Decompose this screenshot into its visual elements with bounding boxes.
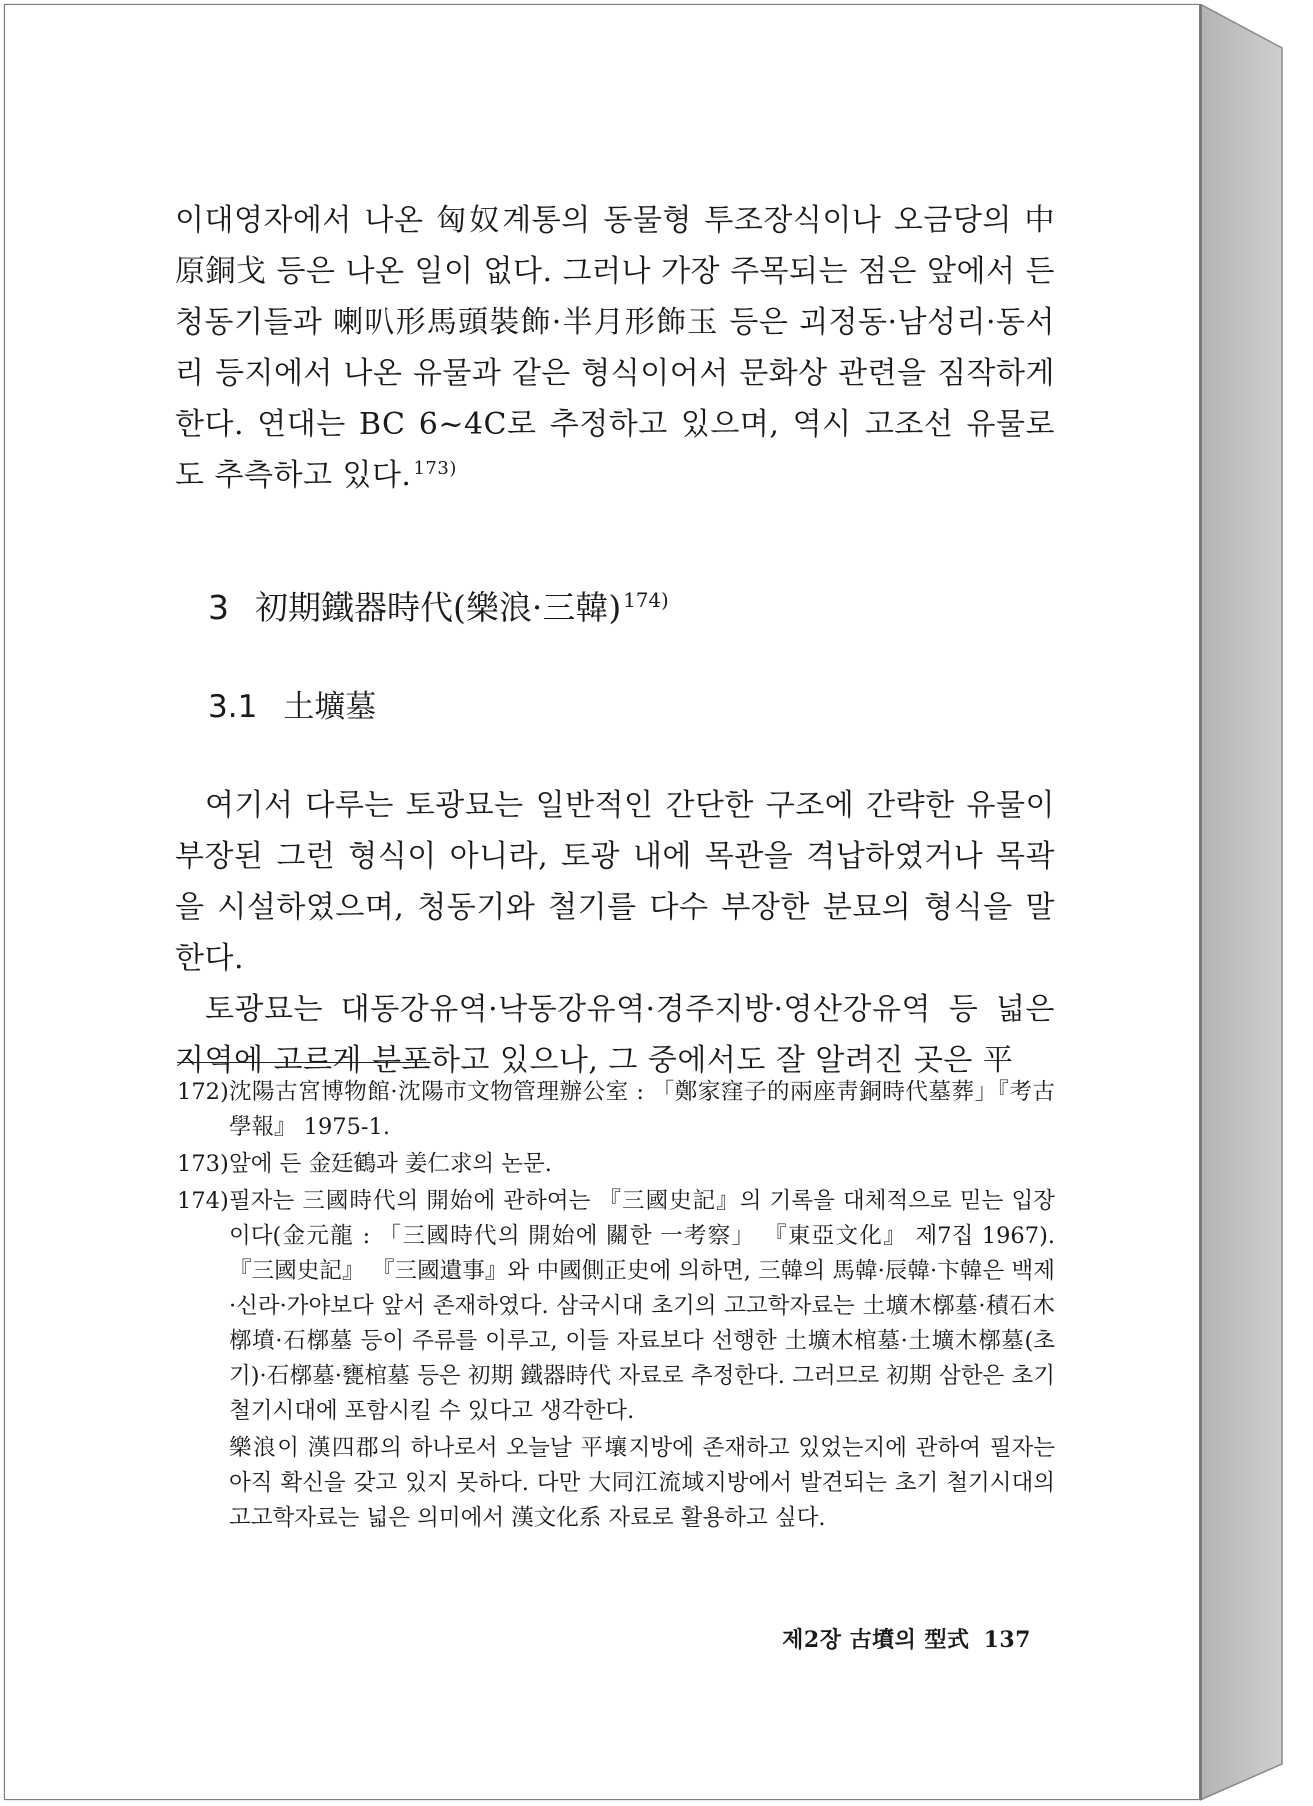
page-number: 137 — [983, 1627, 1031, 1653]
page-footer — [782, 1623, 1031, 1654]
subsection-title: 土壙墓 — [283, 689, 377, 725]
footnote-ref-173[interactable]: 173) — [413, 458, 457, 479]
subsection-number: 3.1 — [208, 689, 258, 725]
footnote-text: 沈陽古宮博物館·沈陽市文物管理辦公室 : 「鄭家窪子的兩座靑銅時代墓葬」『考古學報』 1975-1. — [229, 1079, 1055, 1140]
footnote-divider — [177, 1062, 431, 1063]
paragraph-3: 토광묘는 대동강유역·낙동강유역·경주지방·영산강유역 등 넓은 지역에 고르게 분포하고 있으나, 그 중에서도 잘 알려진 곳은 平 — [175, 992, 1055, 1078]
paragraph-2: 여기서 다루는 토광묘는 일반적인 간단한 구조에 간략한 유물이 부장된 그런 형식이 아니라, 토광 내에 목관을 격납하였거나 목곽을 시설하였으며, 청동기와 철기를 다수 부장한 분묘의 형식을 말한다. — [175, 788, 1055, 976]
paragraph-1-text: 이대영자에서 나온 匈奴계통의 동물형 투조장식이나 오금당의 中原銅戈 등은 나온 일이 없다. 그러나 가장 주목되는 점은 앞에서 든 청동기들과 喇叭形馬頭裝飾·半月形飾玉 등은 괴정동·남성리·동서리 등지에서 나온 유물과 같은 형식이어서 문화상 관련을 짐작하게 한다. 연대는 BC 6~4C로 추정하고 있으며, 역시 고조선 유물로도 추측하고 있다. — [175, 203, 1055, 493]
footnote-174-continued — [177, 1431, 1055, 1536]
section-body — [175, 780, 1055, 1086]
page-stack-shape — [1200, 4, 1310, 1802]
subsection-heading-3-1 — [208, 683, 376, 731]
footnote-number: 174) — [177, 1188, 229, 1214]
footnote-number: 173) — [177, 1151, 229, 1177]
running-title: 제2장 古墳의 型式 — [782, 1627, 970, 1653]
document-page — [4, 4, 1200, 1800]
paragraph-1 — [175, 195, 1055, 501]
footnote-text: 樂浪이 漢四郡의 하나로서 오늘날 平壤지방에 존재하고 있었는지에 관하여 필자는 아직 확신을 갖고 있지 못하다. 다만 大同江流域지방에서 발견되는 초기 철기시대의 고고학자료는 넓은 의미에서 漢文化系 자료로 활용하고 싶다. — [229, 1435, 1055, 1531]
footnotes — [177, 1075, 1055, 1538]
footnote-173 — [177, 1147, 1055, 1182]
section-heading-3 — [208, 583, 669, 633]
footnote-text: 앞에 든 金廷鶴과 姜仁求의 논문. — [229, 1151, 552, 1177]
footnote-text: 필자는 三國時代의 開始에 관하여는 『三國史記』의 기록을 대체적으로 믿는 입장이다(金元龍 : 「三國時代의 開始에 關한 一考察」 『東亞文化』 제7집 1967). 『三國史記』 『三國遺事』와 中國側正史에 의하면, 三韓의 馬韓·辰韓·卞韓은 백제·신라·가야보다 앞서 존재하였다. 삼국시대 초기의 고고학자료는 土壙木槨墓·積石木槨墳·石槨墓 등이 주류를 이루고, 이들 자료보다 선행한 土壙木棺墓·土壙木槨墓(초기)·石槨墓·甕棺墓 등은 初期 鐵器時代 자료로 추정한다. 그러므로 初期 삼한은 초기 철기시대에 포함시킬 수 있다고 생각한다. — [229, 1188, 1055, 1424]
section-number: 3 — [208, 588, 229, 627]
section-title: 初期鐵器時代(樂浪·三韓) — [255, 588, 622, 627]
footnote-ref-174[interactable]: 174) — [623, 589, 669, 612]
footnote-174 — [177, 1184, 1055, 1429]
footnote-number: 172) — [177, 1079, 229, 1105]
footnote-172 — [177, 1075, 1055, 1145]
